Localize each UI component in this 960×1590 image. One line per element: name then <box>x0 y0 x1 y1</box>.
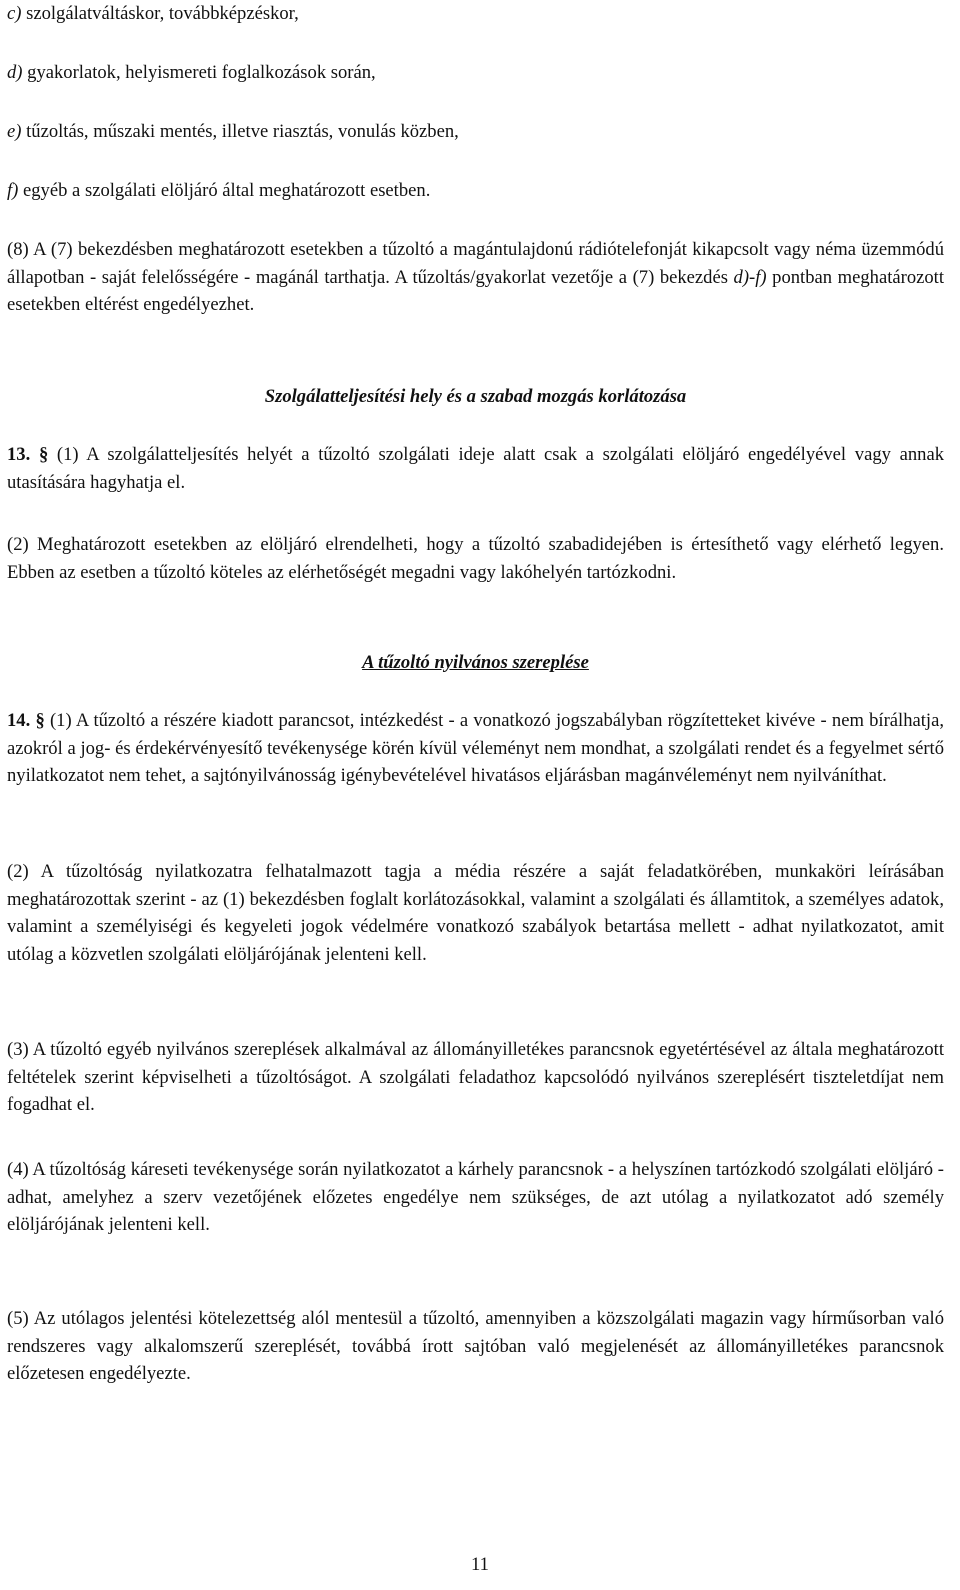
section-13-paragraph-1 <box>7 441 944 496</box>
section-14-paragraph-5: (5) Az utólagos jelentési kötelezettség alól mentesül a tűzoltó, amennyiben a közszolgálati magazin vagy hírműsorban való rendszeres vagy alkalomszerű szereplését, továbbá írott sajtóban való megjelenését az állományilletékes parancsnok előzetesen engedélyezte. <box>7 1308 944 1384</box>
section-14-paragraph-4: (4) A tűzoltóság káreseti tevékenysége során nyilatkozatot a kárhely parancsnok - a helyszínen tartózkodó szolgálati elöljáró - adhat, amelyhez a szerv vezetőjének előzetes engedélye nem szükséges, de azt utólag a nyilatkozatot adó személy elöljárójának jelenteni kell. <box>7 1159 944 1235</box>
list-item-f <box>7 177 944 205</box>
section-heading-public-appearance <box>7 649 944 677</box>
list-marker: e) <box>7 121 22 142</box>
section-14-paragraph-2: (2) A tűzoltóság nyilatkozatra felhatalmazott tagja a média részére a saját feladatkörében, munkaköri leírásában meghatározottak szerint - az (1) bekezdésben foglalt korlátozásokkal, valamint a szolgálati és államtitok, a személyes adatok, valamint a személyiségi és kegyeleti jogok védelmére vonatkozó szabályok betartása mellett - adhat nyilatkozatot, amit utólag a közvetlen szolgálati elöljárójának jelenteni kell. <box>7 861 944 965</box>
list-marker: d) <box>7 62 23 83</box>
list-text: szolgálatváltáskor, továbbképzéskor, <box>21 3 299 24</box>
section-13-paragraph-2: (2) Meghatározott esetekben az elöljáró elrendelheti, hogy a tűzoltó szabadidejében is értesíthető vagy elérhető legyen. Ebben az esetben a tűzoltó köteles az elérhetőségét megadni vagy lakóhelyén tartózkodni. <box>7 534 944 583</box>
list-item-c <box>7 0 944 28</box>
section-14-paragraph-3: (3) A tűzoltó egyéb nyilvános szereplések alkalmával az állományilletékes parancsnok egyetértésével az általa meghatározott feltételek szerint képviselheti a tűzoltóságot. A szolgálati feladathoz kapcsolódó nyilvános szereplésért tiszteletdíjat nem fogadhat el. <box>7 1039 944 1115</box>
list-marker: f) <box>7 180 19 201</box>
page-number: 11 <box>471 1554 489 1575</box>
list-marker: c) <box>7 3 22 24</box>
section-heading-service-place: Szolgálatteljesítési hely és a szabad mozgás korlátozása <box>264 386 687 407</box>
section-13-sign: § <box>38 444 49 465</box>
section-14-p1-text: (1) A tűzoltó a részére kiadott parancsot, intézkedést - a vonatkozó jogszabályban rögzítetteket kivéve - nem bírálhatja, azokról a jog- és érdekérvényesítő tevékenysége körén kívül véleményt nem mondhat, a szolgálati rendet és a fegyelmet sértő nyilatkozatot nem tehet, a sajtónyilvánosság igénybevételével hivatásos eljárásban magánvéleményt nem nyilváníthat. <box>7 710 944 786</box>
paragraph-8-text-a: (8) A (7) bekezdésben meghatározott esetekben a tűzoltó a magántulajdonú rádiótelefonját kikapcsolt vagy néma üzemmódú állapotban - saját felelősségére - magánál tarthatja. A tűzoltás/gyakorlat vezetője a (7) bekezdés <box>7 239 944 288</box>
heading-2-text: A tűzoltó nyilvános szereplése <box>362 652 589 673</box>
list-item-d <box>7 59 944 87</box>
list-item-e <box>7 118 944 146</box>
section-14-sign: § <box>35 710 45 731</box>
list-text: gyakorlatok, helyismereti foglalkozások során, <box>22 62 376 83</box>
section-14-number: 14. <box>7 710 31 731</box>
section-14-paragraph-1 <box>7 707 944 790</box>
section-13-number: 13. <box>7 444 31 465</box>
paragraph-8-italic-ref: d)-f) <box>733 266 767 288</box>
list-text: egyéb a szolgálati elöljáró által meghatározott esetben. <box>18 180 431 201</box>
paragraph-8 <box>7 236 944 319</box>
section-13-p1-text: (1) A szolgálatteljesítés helyét a tűzoltó szolgálati ideje alatt csak a szolgálati elöljáró engedélyével vagy annak utasítására hagyhatja el. <box>7 444 944 493</box>
paragraph-8-text-b: pontban meghatározott esetekben eltérést engedélyezhet. <box>7 266 944 315</box>
list-text: tűzoltás, műszaki mentés, illetve riasztás, vonulás közben, <box>21 121 459 142</box>
